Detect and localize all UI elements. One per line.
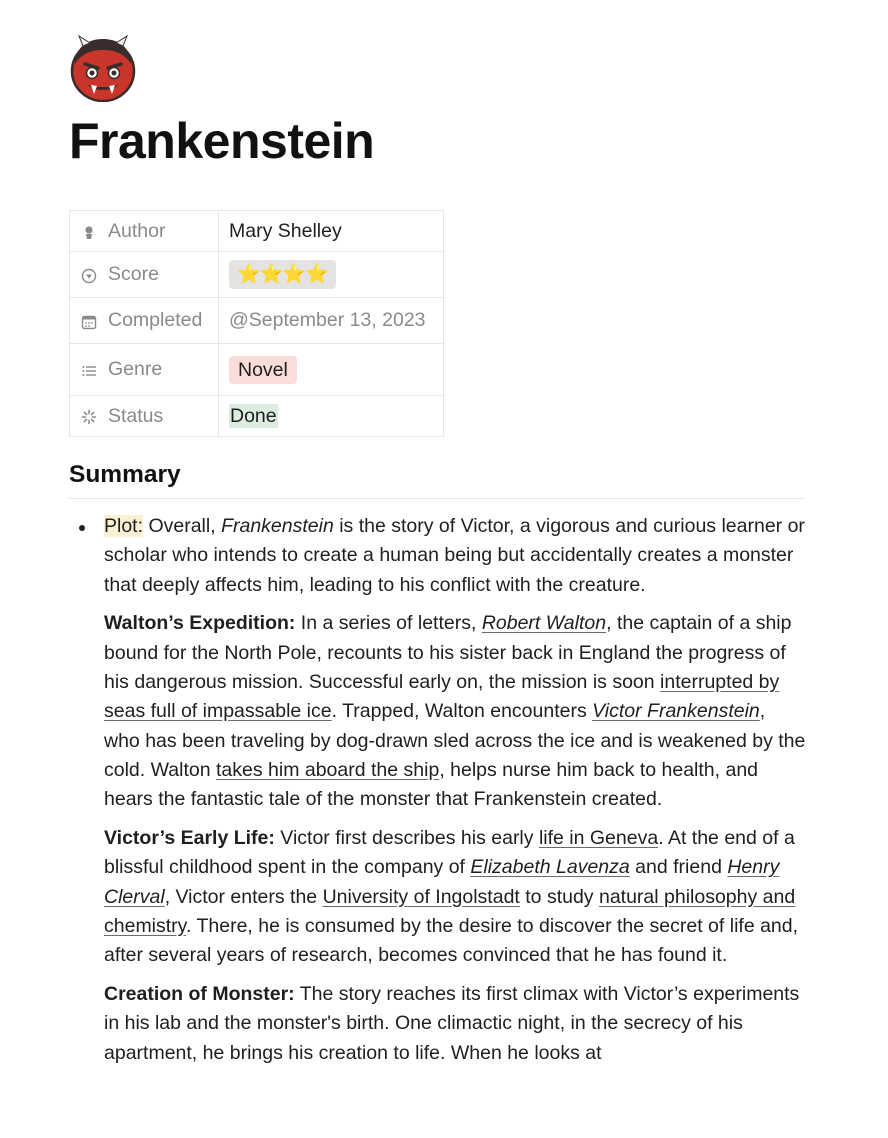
property-row-author: [70, 211, 444, 252]
list-icon: [81, 362, 97, 378]
bullet-dot: [79, 525, 85, 531]
summary-content: [104, 512, 806, 1077]
properties-table: [69, 210, 444, 437]
property-row-score: [70, 252, 444, 298]
property-row-completed: [70, 298, 444, 344]
property-row-status: [70, 396, 444, 437]
property-key[interactable]: [70, 211, 219, 252]
link-henry-clerval[interactable]: Henry Clerval: [104, 856, 780, 908]
score-chip[interactable]: ⭐⭐⭐⭐: [229, 260, 336, 289]
summary-heading[interactable]: Summary: [69, 458, 805, 499]
status-spinner-icon: [81, 408, 97, 424]
property-row-genre: [70, 344, 444, 396]
property-key[interactable]: [70, 298, 219, 344]
select-circle-icon: [81, 267, 97, 283]
status-chip[interactable]: Done: [230, 405, 277, 427]
score-value[interactable]: [219, 252, 444, 298]
property-key-label: Genre: [108, 358, 163, 380]
author-value[interactable]: Mary Shelley: [219, 211, 444, 252]
plot-paragraph[interactable]: Plot: Overall, Frankenstein is the story of Victor, a vigorous and curious learner or scholar who intends to create a human being but accidentally creates a monster that deeply affects him, leading to his conflict with the creature.: [104, 515, 805, 596]
italic-title: Frankenstein: [221, 515, 334, 537]
link-victor-frankenstein[interactable]: Victor Frankenstein: [592, 700, 760, 723]
link-natural-philosophy[interactable]: natural philosophy and chemistry: [104, 885, 796, 937]
property-key-label: Score: [108, 263, 159, 285]
link-interrupted-by-ice[interactable]: interrupted by seas full of impassable ice: [104, 670, 780, 723]
page-title[interactable]: Frankenstein: [69, 113, 375, 169]
property-key-label: Completed: [108, 309, 203, 331]
property-key[interactable]: [70, 344, 219, 396]
early-life-label: Victor’s Early Life:: [104, 826, 275, 849]
property-key[interactable]: [70, 252, 219, 298]
plot-label: Plot:: [104, 515, 144, 537]
property-key-label: Status: [108, 404, 164, 427]
calendar-icon: [81, 313, 97, 329]
link-takes-him-aboard[interactable]: takes him aboard the ship: [216, 758, 440, 781]
person-icon: [81, 223, 97, 239]
ogre-face-icon[interactable]: [69, 34, 137, 102]
link-elizabeth-lavenza[interactable]: Elizabeth Lavenza: [470, 856, 630, 879]
creation-label: Creation of Monster:: [104, 982, 295, 1005]
link-university-of-ingolstadt[interactable]: University of Ingolstadt: [322, 885, 520, 908]
genre-value[interactable]: [219, 344, 444, 396]
property-key[interactable]: [70, 396, 219, 437]
link-life-in-geneva[interactable]: life in Geneva: [538, 826, 659, 849]
link-robert-walton[interactable]: Robert Walton: [481, 612, 607, 635]
walton-label: Walton’s Expedition:: [104, 612, 296, 635]
genre-chip[interactable]: Novel: [229, 356, 297, 384]
walton-paragraph[interactable]: Walton’s Expedition: In a series of letters, Robert Walton, the captain of a ship bound for the North Pole, recounts to his sister back in England the progress of his dangerous mission. Successful early on, the mission is soon interrupted by seas full of impassable ice. Trapped, Walton encounters Victor Frankenstein, who has been traveling by dog-drawn sled across the ice and is weakened by the cold. Walton takes him aboard the ship, helps nurse him back to health, and hears the fantastic tale of the monster that Frankenstein created.: [104, 612, 806, 811]
early-life-paragraph[interactable]: Victor’s Early Life: Victor first describes his early life in Geneva. At the end of a blissful childhood spent in the company of Elizabeth Lavenza and friend Henry Clerval, Victor enters the University of Ingolstadt to study natural philosophy and chemistry. There, he is consumed by the desire to discover the secret of life and, after several years of research, becomes convinced that he has found it.: [104, 826, 799, 967]
property-key-label: Author: [108, 219, 166, 242]
status-value[interactable]: [219, 396, 444, 437]
creation-paragraph[interactable]: Creation of Monster: The story reaches its first climax with Victor’s experiments in his lab and the monster's birth. One climactic night, in the secrecy of his apartment, he brings his creation to life. When he looks at: [104, 982, 800, 1064]
completed-value[interactable]: @September 13, 2023: [219, 298, 444, 344]
